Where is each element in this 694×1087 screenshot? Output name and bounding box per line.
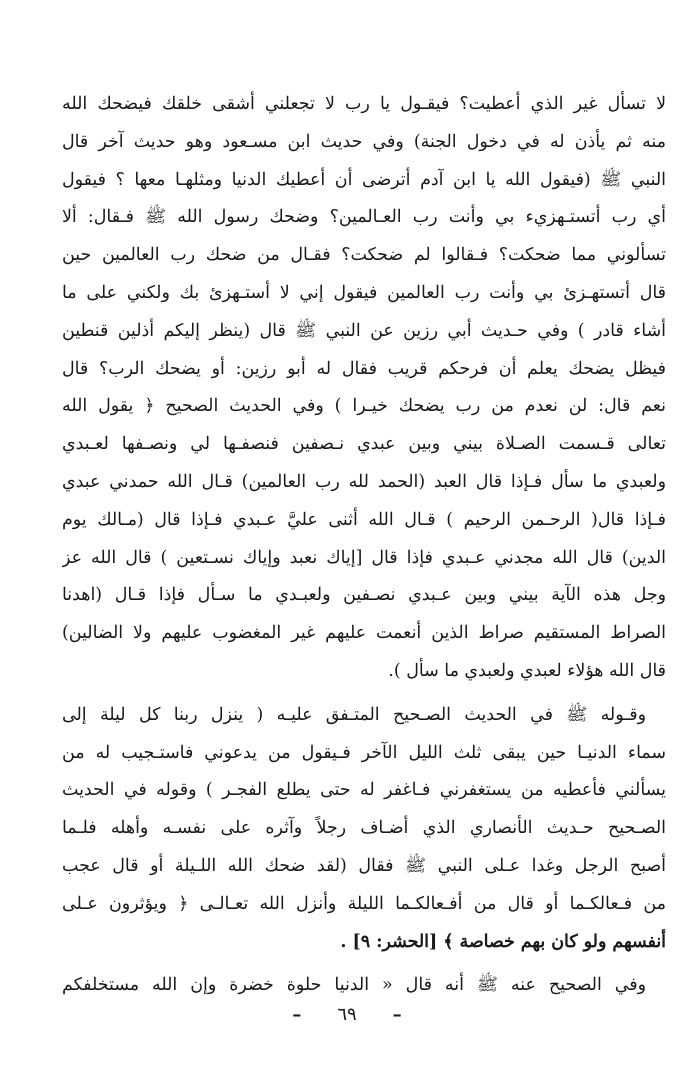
text-line: وقـوله ﷺ في الحديث الصـحيح المتـفق عليـه ( ينزل ربنا كل ليلة إلى	[62, 704, 646, 725]
dash-left: –	[292, 1004, 302, 1025]
dash-right: –	[392, 1004, 402, 1025]
text-line: نعم قال: لن نعدم من رب يضحك خيـرا ) وفي الحديث الصحيح ﴿ يقول الله	[62, 396, 666, 417]
text-line: تسألوني مما ضحكت؟ فـقالوا لم ضحكت؟ فقـال من ضحك رب العالمين حين	[62, 245, 666, 266]
text-line: الصـحيح حـديث الأنصاري الذي أضـاف رجلاً وآثره على نفسـه وأهله فلـما	[62, 818, 666, 839]
text-line: قال أتستهـزئ بي وأنت رب العالمين فيقول إني لا أستـهزئ بك ولكني على ما	[62, 282, 666, 303]
text-line: ولعبدي ما سأل فـإذا قال العبد (الحمد لله رب العالمين) قـال الله حمدني عبدي	[62, 471, 666, 492]
text-line: سماء الدنيـا حين يبقى ثلث الليل الآخر فـيقول من يدعوني فاستـجيب له من	[62, 742, 666, 763]
page-number-footer	[0, 1004, 694, 1025]
page-number: ٦٩	[337, 1004, 357, 1025]
paragraph-2	[62, 697, 666, 962]
paragraph-3	[62, 967, 666, 1005]
text-line: الدين) قال الله مجدني عـبدي فإذا قال [إياك نعبد وإياك نسـتعين ) قال الله عز	[62, 547, 666, 568]
text-line: وفي الصحيح عنه ﷺ أنه قال « الدنيا حلوة خضرة وإن الله مستخلفكم	[62, 975, 646, 996]
page-body	[62, 86, 666, 1005]
text-line: من فـعالكـما أو قال من أفـعالكـما الليلة وأنزل الله تعـالـى ﴿ ويؤثرون عـلى	[62, 893, 666, 914]
text-line: أي رب أتستـهزيء بي وأنت رب العـالمين؟ وضحك رسول الله ﷺ فـقال: ألا	[62, 207, 666, 228]
text-line: النبي ﷺ (فيقول الله يا ابن آدم أترضى أن أعطيك الدنيا ومثلهـا معها ؟ فيقول	[62, 169, 666, 190]
text-line: وجل هذه الآية بيني وبين عـبدي نصـفين ولعبـدي ما سـأل فإذا قـال (اهدنا	[62, 585, 666, 606]
text-line: منه ثم يأذن له في دخول الجنة) وفي حديث ابن مسـعود وهو حديث آخر قال	[62, 131, 666, 152]
text-line: قال الله هؤلاء لعبدي ولعبدي ما سأل ).	[388, 660, 666, 681]
text-line: الصراط المستقيم صراط الذين أنعمت عليهم غير المغضوب عليهم ولا الضالين)	[62, 623, 666, 644]
text-line: لا تسأل غير الذي أعطيت؟ فيقـول يا رب لا تجعلني أشقى خلقك فيضحك الله	[62, 94, 666, 114]
text-line: يسألني فأعطيه من يستغفرني فـاغفر له حتى يطلع الفجـر ) وقوله في الحديث	[62, 780, 666, 801]
text-line: أصبح الرجل وغدا عـلى النبي ﷺ فقال (لقد ضحك الله اللـيلة أو قال عجب	[62, 855, 666, 876]
text-line: فـإذا قال( الرحـمن الرحيم ) قـال الله أثنى عليَّ عـبدي فـإذا قال (مـالك يوم	[62, 509, 666, 530]
paragraph-1	[62, 86, 666, 691]
text-line: فيظل يضحك يعلم أن فرحكم قريب فقال له أبو رزين: أو يضحك الرب؟ قال	[62, 358, 666, 379]
text-line: أنفسهم ولو كان بهم خصاصة ﴾ [الحشر: ٩] .	[340, 931, 666, 952]
text-line: تعالى قـسمت الصـلاة بيني وبين عبدي نـصفين فنصفـها لي ونصـفها لعـبدي	[62, 434, 666, 455]
text-line: أشاء قادر ) وفي حـديث أبي رزين عن النبي ﷺ قال (ينظر إليكم أذلين قنطين	[62, 320, 666, 341]
